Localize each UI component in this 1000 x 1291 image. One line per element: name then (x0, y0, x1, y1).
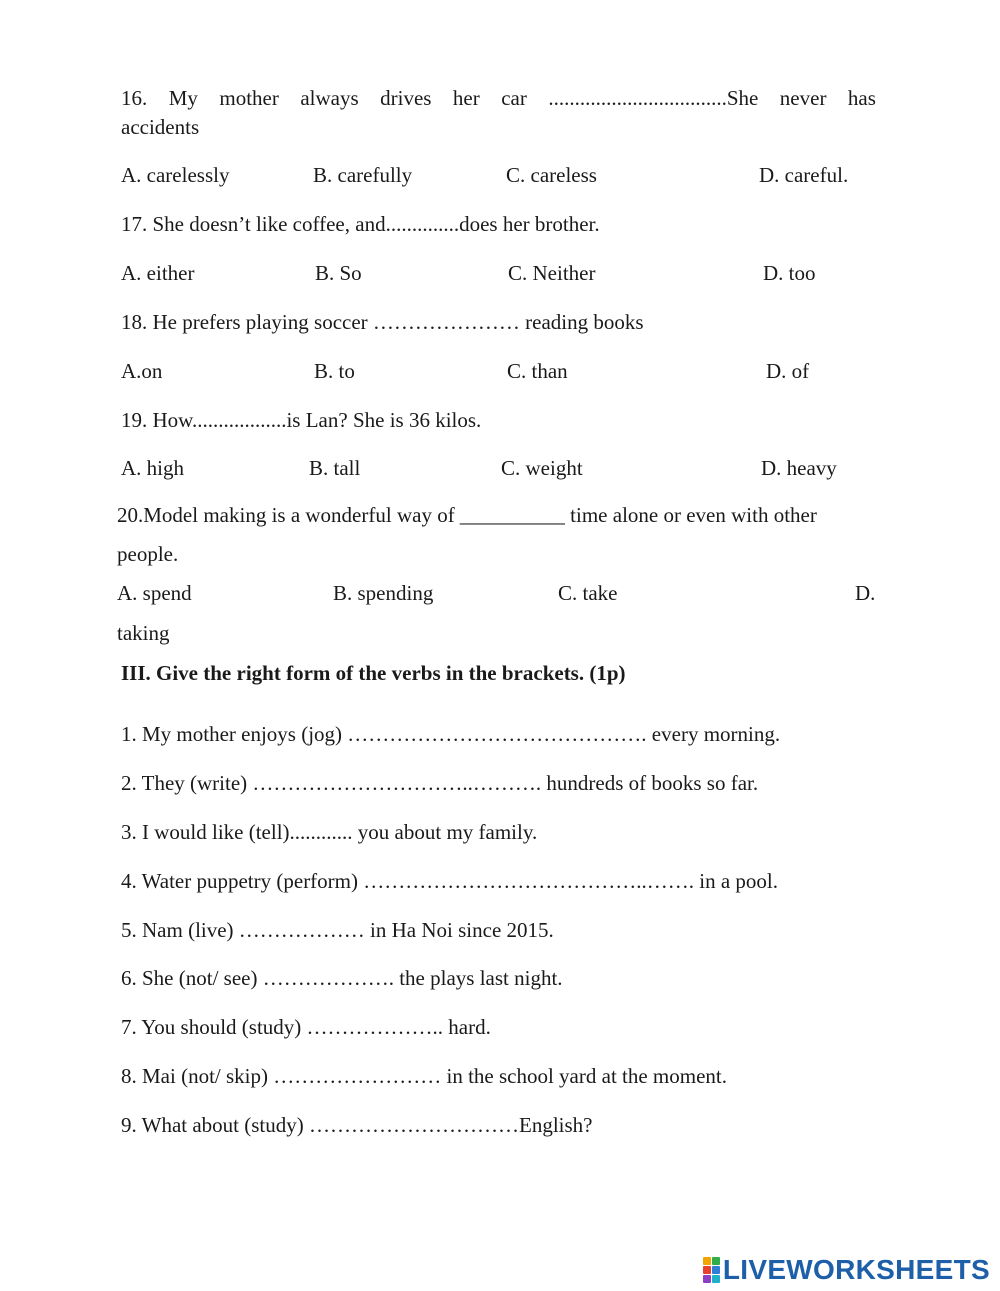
logo-tile (712, 1257, 720, 1265)
q20-option-b: B. spending (333, 581, 434, 605)
logo-tile (712, 1266, 720, 1274)
liveworksheets-logo-icon (703, 1257, 720, 1283)
q17-option-c: C. Neither (508, 261, 596, 285)
q19-option-b: B. tall (309, 456, 361, 480)
q17-option-d: D. too (763, 261, 816, 285)
verb-item: 3. I would like (tell)............ you about my family. (121, 820, 538, 844)
q16-word: car (501, 86, 527, 110)
verb-item: 5. Nam (live) ……………… in Ha Noi since 2015. (121, 918, 554, 942)
q17-option-a: A. either (121, 261, 195, 285)
logo-tile (703, 1275, 711, 1283)
verb-item: 6. She (not/ see) ………………. the plays last night. (121, 966, 563, 990)
q16-word: her (452, 86, 480, 110)
verb-item: 9. What about (study) …………………………English? (121, 1113, 593, 1137)
section-3-heading: III. Give the right form of the verbs in the brackets. (1p) (121, 661, 626, 685)
verb-item: 4. Water puppetry (perform) …………………………………..……. in a pool. (121, 869, 778, 893)
q16-word: My (168, 86, 198, 110)
logo-tile (712, 1275, 720, 1283)
verb-item: 7. You should (study) ……………….. hard. (121, 1015, 491, 1039)
question-16-line-2: accidents (121, 115, 200, 139)
q16-word: mother (219, 86, 279, 110)
verb-item: 2. They (write) …………………………..………. hundreds of books so far. (121, 771, 759, 795)
q20-option-c: C. take (558, 581, 618, 605)
q16-option-b: B. carefully (313, 163, 413, 187)
q16-option-a: A. carelessly (121, 163, 230, 187)
verb-item: 8. Mai (not/ skip) …………………… in the school yard at the moment. (121, 1064, 728, 1088)
q18-option-c: C. than (507, 359, 568, 383)
q16-word: has (847, 86, 876, 110)
liveworksheets-logo (703, 1255, 990, 1285)
q20-option-a: A. spend (117, 581, 192, 605)
q19-option-d: D. heavy (761, 456, 837, 480)
verb-item: 1. My mother enjoys (jog) ……………………………………. every morning. (121, 722, 781, 746)
q16-option-c: C. careless (506, 163, 597, 187)
q19-option-c: C. weight (501, 456, 583, 480)
q18-option-a: A.on (121, 359, 163, 383)
logo-text: LIVEWORKSHEETS (722, 1254, 990, 1285)
q16-word: always (300, 86, 359, 110)
q20-option-d-cont: taking (117, 621, 170, 645)
question-18: 18. He prefers playing soccer ………………… reading books (121, 310, 644, 334)
logo-tile (703, 1266, 711, 1274)
q18-option-b: B. to (314, 359, 355, 383)
q16-word: drives (380, 86, 432, 110)
question-19: 19. How..................is Lan? She is 36 kilos. (121, 408, 482, 432)
q16-word: never (779, 86, 827, 110)
q17-option-b: B. So (315, 261, 362, 285)
q16-word: 16. (121, 86, 148, 110)
q20-option-d: D. (855, 581, 876, 605)
q18-option-d: D. of (766, 359, 810, 383)
q16-option-d: D. careful. (759, 163, 849, 187)
question-17: 17. She doesn’t like coffee, and..............does her brother. (121, 212, 600, 236)
question-20-cont: people. (117, 542, 179, 566)
logo-tile (703, 1257, 711, 1265)
question-20: 20.Model making is a wonderful way of __________ time alone or even with other (117, 503, 817, 527)
q19-option-a: A. high (121, 456, 184, 480)
question-16 (121, 88, 876, 138)
q16-blank-word: ..................................She (548, 86, 759, 110)
question-16-line-1 (121, 88, 876, 109)
